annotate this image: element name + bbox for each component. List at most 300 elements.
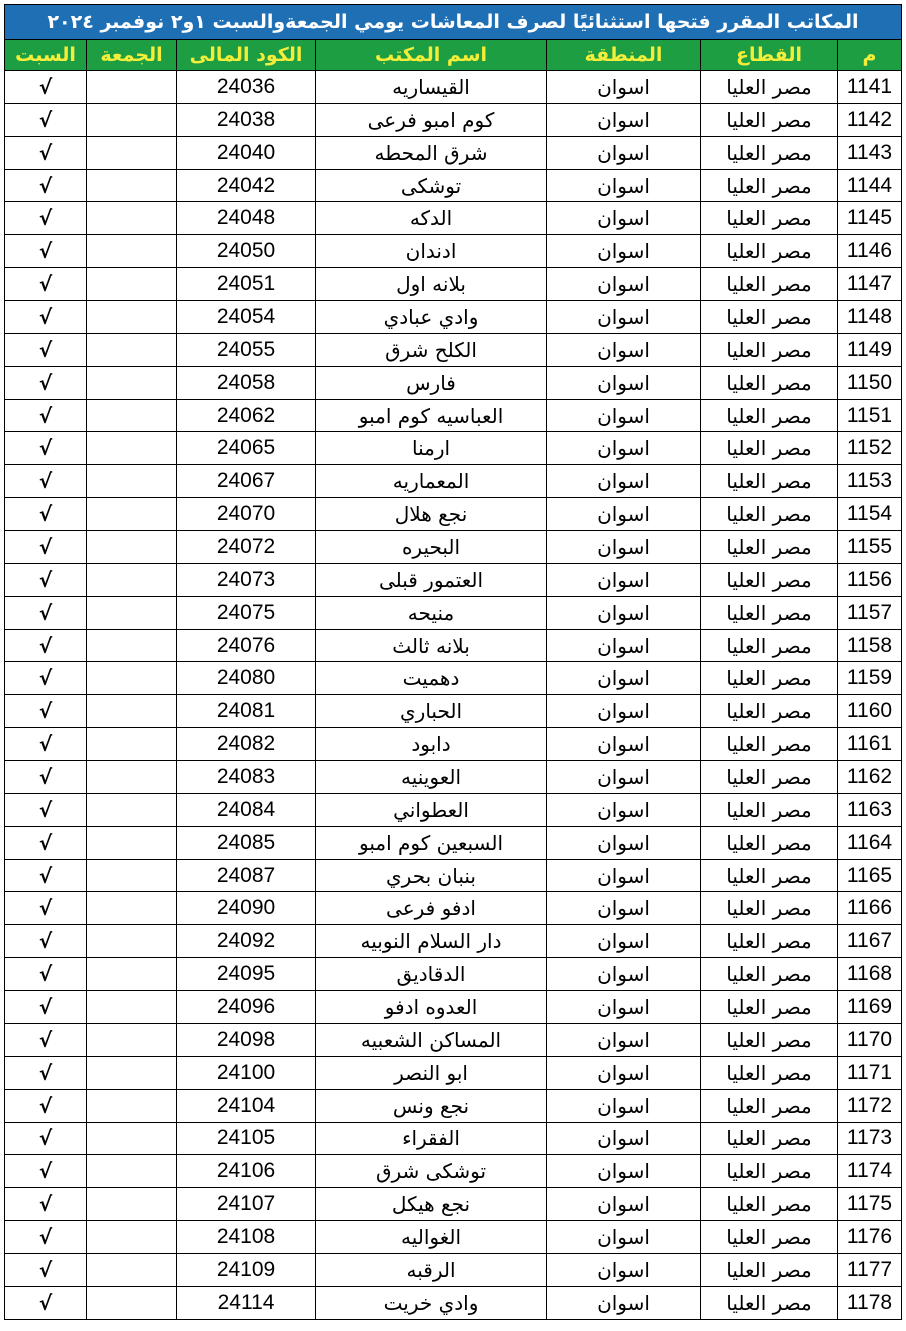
- sector-cell: مصر العليا: [701, 1089, 838, 1122]
- region-cell: اسوان: [547, 366, 701, 399]
- office-name-cell: القيساريه: [316, 71, 547, 104]
- friday-cell: [87, 629, 177, 662]
- friday-cell: [87, 728, 177, 761]
- friday-cell: [87, 761, 177, 794]
- table-title: المكاتب المقرر فتحها استثنائيًا لصرف المعاشات يومي الجمعةوالسبت ١و٢ نوفمبر ٢٠٢٤: [5, 5, 902, 40]
- financial-code-cell: 24085: [177, 826, 316, 859]
- financial-code-cell: 24098: [177, 1023, 316, 1056]
- row-number: 1158: [838, 629, 902, 662]
- sector-cell: مصر العليا: [701, 268, 838, 301]
- office-name-cell: العباسيه كوم امبو: [316, 399, 547, 432]
- header-row: [5, 40, 902, 71]
- table-row: [5, 301, 902, 334]
- office-name-cell: الدكه: [316, 202, 547, 235]
- header-office: اسم المكتب: [316, 40, 547, 71]
- table-row: [5, 268, 902, 301]
- friday-cell: [87, 531, 177, 564]
- sector-cell: مصر العليا: [701, 71, 838, 104]
- region-cell: اسوان: [547, 1089, 701, 1122]
- row-number: 1165: [838, 859, 902, 892]
- region-cell: اسوان: [547, 662, 701, 695]
- friday-cell: [87, 432, 177, 465]
- financial-code-cell: 24109: [177, 1253, 316, 1286]
- table-row: [5, 103, 902, 136]
- saturday-check-cell: √: [5, 301, 87, 334]
- office-name-cell: المعماريه: [316, 465, 547, 498]
- table-row: [5, 991, 902, 1024]
- region-cell: اسوان: [547, 432, 701, 465]
- financial-code-cell: 24051: [177, 268, 316, 301]
- region-cell: اسوان: [547, 268, 701, 301]
- region-cell: اسوان: [547, 301, 701, 334]
- table-row: [5, 202, 902, 235]
- financial-code-cell: 24055: [177, 333, 316, 366]
- friday-cell: [87, 925, 177, 958]
- friday-cell: [87, 596, 177, 629]
- office-name-cell: دار السلام النوبيه: [316, 925, 547, 958]
- row-number: 1174: [838, 1155, 902, 1188]
- saturday-check-cell: √: [5, 333, 87, 366]
- financial-code-cell: 24070: [177, 498, 316, 531]
- row-number: 1175: [838, 1188, 902, 1221]
- friday-cell: [87, 793, 177, 826]
- sector-cell: مصر العليا: [701, 629, 838, 662]
- row-number: 1173: [838, 1122, 902, 1155]
- office-name-cell: البحيره: [316, 531, 547, 564]
- row-number: 1168: [838, 958, 902, 991]
- region-cell: اسوان: [547, 1155, 701, 1188]
- header-friday: الجمعة: [87, 40, 177, 71]
- saturday-check-cell: √: [5, 563, 87, 596]
- financial-code-cell: 24114: [177, 1286, 316, 1319]
- region-cell: اسوان: [547, 465, 701, 498]
- friday-cell: [87, 662, 177, 695]
- friday-cell: [87, 202, 177, 235]
- friday-cell: [87, 301, 177, 334]
- table-row: [5, 1089, 902, 1122]
- sector-cell: مصر العليا: [701, 1122, 838, 1155]
- friday-cell: [87, 498, 177, 531]
- table-row: [5, 498, 902, 531]
- region-cell: اسوان: [547, 136, 701, 169]
- office-name-cell: وادي عبادي: [316, 301, 547, 334]
- row-number: 1164: [838, 826, 902, 859]
- office-name-cell: ارمنا: [316, 432, 547, 465]
- region-cell: اسوان: [547, 1253, 701, 1286]
- region-cell: اسوان: [547, 103, 701, 136]
- table-row: [5, 826, 902, 859]
- friday-cell: [87, 103, 177, 136]
- row-number: 1177: [838, 1253, 902, 1286]
- offices-table: [4, 4, 902, 1320]
- header-saturday: السبت: [5, 40, 87, 71]
- row-number: 1147: [838, 268, 902, 301]
- region-cell: اسوان: [547, 399, 701, 432]
- sector-cell: مصر العليا: [701, 169, 838, 202]
- sector-cell: مصر العليا: [701, 793, 838, 826]
- financial-code-cell: 24076: [177, 629, 316, 662]
- saturday-check-cell: √: [5, 1089, 87, 1122]
- table-row: [5, 366, 902, 399]
- saturday-check-cell: √: [5, 1253, 87, 1286]
- sector-cell: مصر العليا: [701, 1155, 838, 1188]
- financial-code-cell: 24087: [177, 859, 316, 892]
- saturday-check-cell: √: [5, 465, 87, 498]
- office-name-cell: العدوه ادفو: [316, 991, 547, 1024]
- row-number: 1148: [838, 301, 902, 334]
- office-name-cell: بلانه ثالث: [316, 629, 547, 662]
- office-name-cell: بلانه اول: [316, 268, 547, 301]
- saturday-check-cell: √: [5, 662, 87, 695]
- region-cell: اسوان: [547, 498, 701, 531]
- sector-cell: مصر العليا: [701, 301, 838, 334]
- header-num: م: [838, 40, 902, 71]
- saturday-check-cell: √: [5, 892, 87, 925]
- financial-code-cell: 24054: [177, 301, 316, 334]
- office-name-cell: بنبان بحري: [316, 859, 547, 892]
- table-row: [5, 71, 902, 104]
- region-cell: اسوان: [547, 71, 701, 104]
- financial-code-cell: 24080: [177, 662, 316, 695]
- office-name-cell: الدقاديق: [316, 958, 547, 991]
- saturday-check-cell: √: [5, 268, 87, 301]
- table-row: [5, 563, 902, 596]
- friday-cell: [87, 1253, 177, 1286]
- saturday-check-cell: √: [5, 136, 87, 169]
- friday-cell: [87, 399, 177, 432]
- office-name-cell: توشكى شرق: [316, 1155, 547, 1188]
- financial-code-cell: 24090: [177, 892, 316, 925]
- financial-code-cell: 24095: [177, 958, 316, 991]
- table-row: [5, 333, 902, 366]
- financial-code-cell: 24108: [177, 1221, 316, 1254]
- region-cell: اسوان: [547, 958, 701, 991]
- office-name-cell: توشكى: [316, 169, 547, 202]
- financial-code-cell: 24040: [177, 136, 316, 169]
- row-number: 1159: [838, 662, 902, 695]
- office-name-cell: وادي خريت: [316, 1286, 547, 1319]
- row-number: 1154: [838, 498, 902, 531]
- friday-cell: [87, 465, 177, 498]
- region-cell: اسوان: [547, 596, 701, 629]
- office-name-cell: منيحه: [316, 596, 547, 629]
- row-number: 1141: [838, 71, 902, 104]
- row-number: 1172: [838, 1089, 902, 1122]
- financial-code-cell: 24048: [177, 202, 316, 235]
- financial-code-cell: 24050: [177, 235, 316, 268]
- financial-code-cell: 24096: [177, 991, 316, 1024]
- office-name-cell: الرقبه: [316, 1253, 547, 1286]
- sector-cell: مصر العليا: [701, 366, 838, 399]
- table-row: [5, 531, 902, 564]
- row-number: 1178: [838, 1286, 902, 1319]
- sector-cell: مصر العليا: [701, 991, 838, 1024]
- header-code: الكود المالى: [177, 40, 316, 71]
- friday-cell: [87, 958, 177, 991]
- financial-code-cell: 24058: [177, 366, 316, 399]
- saturday-check-cell: √: [5, 103, 87, 136]
- sector-cell: مصر العليا: [701, 596, 838, 629]
- friday-cell: [87, 563, 177, 596]
- sector-cell: مصر العليا: [701, 235, 838, 268]
- office-name-cell: دابود: [316, 728, 547, 761]
- region-cell: اسوان: [547, 728, 701, 761]
- row-number: 1167: [838, 925, 902, 958]
- region-cell: اسوان: [547, 202, 701, 235]
- table-row: [5, 1155, 902, 1188]
- sector-cell: مصر العليا: [701, 826, 838, 859]
- saturday-check-cell: √: [5, 1221, 87, 1254]
- sector-cell: مصر العليا: [701, 1056, 838, 1089]
- region-cell: اسوان: [547, 333, 701, 366]
- saturday-check-cell: √: [5, 958, 87, 991]
- saturday-check-cell: √: [5, 629, 87, 662]
- row-number: 1145: [838, 202, 902, 235]
- saturday-check-cell: √: [5, 925, 87, 958]
- friday-cell: [87, 366, 177, 399]
- saturday-check-cell: √: [5, 991, 87, 1024]
- office-name-cell: فارس: [316, 366, 547, 399]
- saturday-check-cell: √: [5, 695, 87, 728]
- office-name-cell: دهميت: [316, 662, 547, 695]
- saturday-check-cell: √: [5, 859, 87, 892]
- region-cell: اسوان: [547, 169, 701, 202]
- friday-cell: [87, 136, 177, 169]
- financial-code-cell: 24075: [177, 596, 316, 629]
- region-cell: اسوان: [547, 235, 701, 268]
- saturday-check-cell: √: [5, 761, 87, 794]
- saturday-check-cell: √: [5, 793, 87, 826]
- friday-cell: [87, 1188, 177, 1221]
- sector-cell: مصر العليا: [701, 1023, 838, 1056]
- saturday-check-cell: √: [5, 1122, 87, 1155]
- sector-cell: مصر العليا: [701, 333, 838, 366]
- financial-code-cell: 24042: [177, 169, 316, 202]
- header-sector: القطاع: [701, 40, 838, 71]
- region-cell: اسوان: [547, 695, 701, 728]
- row-number: 1143: [838, 136, 902, 169]
- friday-cell: [87, 859, 177, 892]
- table-row: [5, 859, 902, 892]
- friday-cell: [87, 1221, 177, 1254]
- sector-cell: مصر العليا: [701, 432, 838, 465]
- saturday-check-cell: √: [5, 71, 87, 104]
- row-number: 1170: [838, 1023, 902, 1056]
- row-number: 1152: [838, 432, 902, 465]
- office-name-cell: ابو النصر: [316, 1056, 547, 1089]
- sector-cell: مصر العليا: [701, 1188, 838, 1221]
- financial-code-cell: 24038: [177, 103, 316, 136]
- sector-cell: مصر العليا: [701, 563, 838, 596]
- financial-code-cell: 24105: [177, 1122, 316, 1155]
- saturday-check-cell: √: [5, 1155, 87, 1188]
- friday-cell: [87, 1056, 177, 1089]
- office-name-cell: الكلح شرق: [316, 333, 547, 366]
- sector-cell: مصر العليا: [701, 498, 838, 531]
- row-number: 1151: [838, 399, 902, 432]
- sector-cell: مصر العليا: [701, 892, 838, 925]
- table-row: [5, 629, 902, 662]
- friday-cell: [87, 71, 177, 104]
- saturday-check-cell: √: [5, 399, 87, 432]
- financial-code-cell: 24081: [177, 695, 316, 728]
- row-number: 1161: [838, 728, 902, 761]
- sector-cell: مصر العليا: [701, 925, 838, 958]
- table-row: [5, 399, 902, 432]
- table-row: [5, 169, 902, 202]
- friday-cell: [87, 695, 177, 728]
- friday-cell: [87, 333, 177, 366]
- financial-code-cell: 24092: [177, 925, 316, 958]
- financial-code-cell: 24072: [177, 531, 316, 564]
- table-row: [5, 1221, 902, 1254]
- friday-cell: [87, 1286, 177, 1319]
- saturday-check-cell: √: [5, 366, 87, 399]
- financial-code-cell: 24036: [177, 71, 316, 104]
- table-body: [5, 71, 902, 1320]
- saturday-check-cell: √: [5, 1056, 87, 1089]
- financial-code-cell: 24084: [177, 793, 316, 826]
- row-number: 1150: [838, 366, 902, 399]
- office-name-cell: كوم امبو فرعى: [316, 103, 547, 136]
- office-name-cell: نجع ونس: [316, 1089, 547, 1122]
- table-row: [5, 662, 902, 695]
- financial-code-cell: 24083: [177, 761, 316, 794]
- row-number: 1157: [838, 596, 902, 629]
- sector-cell: مصر العليا: [701, 531, 838, 564]
- table-row: [5, 793, 902, 826]
- financial-code-cell: 24106: [177, 1155, 316, 1188]
- financial-code-cell: 24067: [177, 465, 316, 498]
- saturday-check-cell: √: [5, 498, 87, 531]
- row-number: 1163: [838, 793, 902, 826]
- office-name-cell: ادفو فرعى: [316, 892, 547, 925]
- friday-cell: [87, 1023, 177, 1056]
- row-number: 1176: [838, 1221, 902, 1254]
- office-name-cell: العتمور قبلى: [316, 563, 547, 596]
- office-name-cell: الفقراء: [316, 1122, 547, 1155]
- table-row: [5, 1286, 902, 1319]
- sector-cell: مصر العليا: [701, 1286, 838, 1319]
- saturday-check-cell: √: [5, 432, 87, 465]
- saturday-check-cell: √: [5, 531, 87, 564]
- row-number: 1160: [838, 695, 902, 728]
- row-number: 1156: [838, 563, 902, 596]
- region-cell: اسوان: [547, 991, 701, 1024]
- row-number: 1149: [838, 333, 902, 366]
- region-cell: اسوان: [547, 826, 701, 859]
- sector-cell: مصر العليا: [701, 662, 838, 695]
- saturday-check-cell: √: [5, 1286, 87, 1319]
- office-name-cell: المساكن الشعبيه: [316, 1023, 547, 1056]
- region-cell: اسوان: [547, 1056, 701, 1089]
- office-name-cell: شرق المحطه: [316, 136, 547, 169]
- row-number: 1166: [838, 892, 902, 925]
- table-row: [5, 235, 902, 268]
- financial-code-cell: 24107: [177, 1188, 316, 1221]
- saturday-check-cell: √: [5, 1188, 87, 1221]
- friday-cell: [87, 826, 177, 859]
- offices-sheet: [4, 4, 901, 1320]
- region-cell: اسوان: [547, 892, 701, 925]
- friday-cell: [87, 235, 177, 268]
- table-row: [5, 958, 902, 991]
- row-number: 1142: [838, 103, 902, 136]
- region-cell: اسوان: [547, 563, 701, 596]
- sector-cell: مصر العليا: [701, 761, 838, 794]
- saturday-check-cell: √: [5, 1023, 87, 1056]
- region-cell: اسوان: [547, 761, 701, 794]
- office-name-cell: السبعين كوم امبو: [316, 826, 547, 859]
- sector-cell: مصر العليا: [701, 465, 838, 498]
- table-row: [5, 1056, 902, 1089]
- saturday-check-cell: √: [5, 235, 87, 268]
- table-row: [5, 761, 902, 794]
- table-row: [5, 925, 902, 958]
- table-row: [5, 432, 902, 465]
- friday-cell: [87, 892, 177, 925]
- sector-cell: مصر العليا: [701, 202, 838, 235]
- office-name-cell: العطواني: [316, 793, 547, 826]
- financial-code-cell: 24073: [177, 563, 316, 596]
- friday-cell: [87, 991, 177, 1024]
- sector-cell: مصر العليا: [701, 1253, 838, 1286]
- saturday-check-cell: √: [5, 596, 87, 629]
- region-cell: اسوان: [547, 925, 701, 958]
- table-row: [5, 728, 902, 761]
- office-name-cell: ادندان: [316, 235, 547, 268]
- sector-cell: مصر العليا: [701, 103, 838, 136]
- sector-cell: مصر العليا: [701, 859, 838, 892]
- sector-cell: مصر العليا: [701, 136, 838, 169]
- financial-code-cell: 24062: [177, 399, 316, 432]
- region-cell: اسوان: [547, 1188, 701, 1221]
- friday-cell: [87, 169, 177, 202]
- region-cell: اسوان: [547, 531, 701, 564]
- office-name-cell: العوينيه: [316, 761, 547, 794]
- table-row: [5, 1188, 902, 1221]
- row-number: 1146: [838, 235, 902, 268]
- region-cell: اسوان: [547, 629, 701, 662]
- region-cell: اسوان: [547, 793, 701, 826]
- friday-cell: [87, 1122, 177, 1155]
- sector-cell: مصر العليا: [701, 728, 838, 761]
- saturday-check-cell: √: [5, 202, 87, 235]
- financial-code-cell: 24104: [177, 1089, 316, 1122]
- sector-cell: مصر العليا: [701, 958, 838, 991]
- sector-cell: مصر العليا: [701, 399, 838, 432]
- row-number: 1169: [838, 991, 902, 1024]
- region-cell: اسوان: [547, 1023, 701, 1056]
- region-cell: اسوان: [547, 1122, 701, 1155]
- region-cell: اسوان: [547, 1286, 701, 1319]
- office-name-cell: نجع هيكل: [316, 1188, 547, 1221]
- financial-code-cell: 24065: [177, 432, 316, 465]
- row-number: 1162: [838, 761, 902, 794]
- region-cell: اسوان: [547, 859, 701, 892]
- friday-cell: [87, 268, 177, 301]
- office-name-cell: الغواليه: [316, 1221, 547, 1254]
- row-number: 1144: [838, 169, 902, 202]
- sector-cell: مصر العليا: [701, 1221, 838, 1254]
- header-region: المنطقة: [547, 40, 701, 71]
- office-name-cell: نجع هلال: [316, 498, 547, 531]
- table-row: [5, 596, 902, 629]
- region-cell: اسوان: [547, 1221, 701, 1254]
- row-number: 1153: [838, 465, 902, 498]
- table-row: [5, 695, 902, 728]
- saturday-check-cell: √: [5, 169, 87, 202]
